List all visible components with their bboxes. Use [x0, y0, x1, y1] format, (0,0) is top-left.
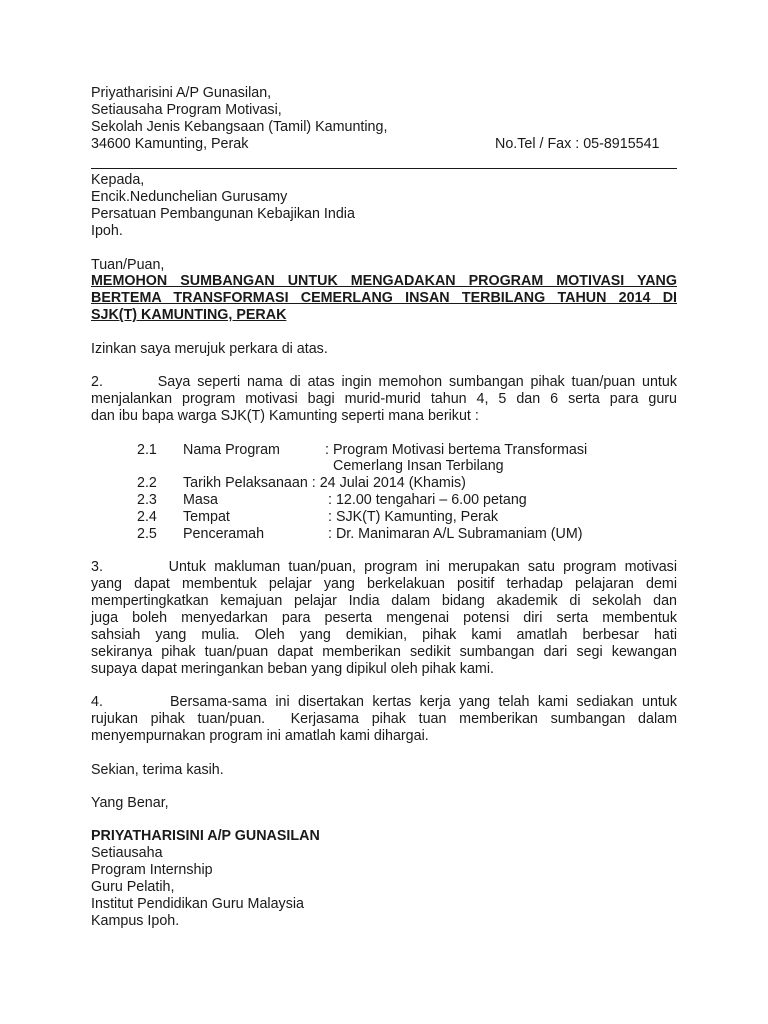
sign-off: Yang Benar, [91, 795, 169, 811]
para3-line-4: juga boleh menyedarkan para peserta mengenai potensi diri serta membentuk [91, 610, 677, 626]
detail-num: 2.4 [137, 509, 157, 525]
sender-school: Sekolah Jenis Kebangsaan (Tamil) Kamunting, [91, 119, 388, 135]
para3-line-6: sekiranya pihak tuan/puan dapat memberikan sedikit sumbangan dari segi kewangan [91, 644, 677, 660]
detail-label: Masa [183, 492, 218, 508]
sender-address: 34600 Kamunting, Perak [91, 136, 249, 152]
para2-line-3: dan ibu bapa warga SJK(T) Kamunting seperti mana berikut : [91, 408, 479, 424]
recipient-org: Persatuan Pembangunan Kebajikan India [91, 206, 355, 222]
recipient-name: Encik.Nedunchelian Gurusamy [91, 189, 288, 205]
para3-line-5: sahsiah yang mulia. Oleh yang demikian, pihak kami amatlah berbesar hati [91, 627, 677, 643]
subject-line-2: BERTEMA TRANSFORMASI CEMERLANG INSAN TERBILANG TAHUN 2014 DI [91, 290, 677, 306]
detail-label: Tempat [183, 509, 230, 525]
detail-value: Cemerlang Insan Terbilang [333, 458, 504, 474]
para4-line-2: rujukan pihak tuan/puan. Kerjasama pihak tuan memberikan sumbangan dalam [91, 711, 677, 727]
detail-label: Penceramah [183, 526, 265, 542]
subject-line-3: SJK(T) KAMUNTING, PERAK [91, 307, 287, 323]
para3-line-2: yang dapat membentuk pelajar yang berkelakuan positif terhadap pelajaran demi [91, 576, 677, 592]
detail-value: : SJK(T) Kamunting, Perak [328, 509, 499, 525]
signatory-line: Institut Pendidikan Guru Malaysia [91, 896, 304, 912]
para3-line-7: supaya dapat meringankan beban yang dipikul oleh pihak kami. [91, 661, 494, 677]
signatory-line: Kampus Ipoh. [91, 913, 180, 929]
para2-line-2: menjalankan program motivasi bagi murid-murid tahun 4, 5 dan 6 serta para guru [91, 391, 677, 407]
recipient-city: Ipoh. [91, 223, 123, 239]
signatory-name: PRIYATHARISINI A/P GUNASILAN [91, 828, 320, 844]
detail-value: : 12.00 tengahari – 6.00 petang [328, 492, 527, 508]
recipient-to: Kepada, [91, 172, 145, 188]
detail-value: : Program Motivasi bertema Transformasi [325, 442, 588, 458]
detail-label: Tarikh Pelaksanaan : 24 Julai 2014 (Khamis) [183, 475, 466, 491]
detail-num: 2.1 [137, 442, 157, 458]
salutation: Tuan/Puan, [91, 257, 165, 273]
detail-num: 2.2 [137, 475, 157, 491]
para4-line-1: 4. Bersama-sama ini disertakan kertas kerja yang telah kami sediakan untuk [91, 694, 677, 710]
intro-paragraph: Izinkan saya merujuk perkara di atas. [91, 341, 328, 357]
sender-name: Priyatharisini A/P Gunasilan, [91, 85, 272, 101]
signatory-line: Setiausaha [91, 845, 163, 861]
signatory-line: Program Internship [91, 862, 213, 878]
sender-tel-fax: No.Tel / Fax : 05-8915541 [495, 136, 660, 152]
detail-value: : Dr. Manimaran A/L Subramaniam (UM) [328, 526, 583, 542]
para2-line-1: 2. Saya seperti nama di atas ingin memohon sumbangan pihak tuan/puan untuk [91, 374, 677, 390]
signatory-line: Guru Pelatih, [91, 879, 175, 895]
detail-label: Nama Program [183, 442, 280, 458]
para3-line-1: 3. Untuk makluman tuan/puan, program ini merupakan satu program motivasi [91, 559, 677, 575]
header-divider [91, 168, 677, 169]
detail-num: 2.3 [137, 492, 157, 508]
sender-position: Setiausaha Program Motivasi, [91, 102, 282, 118]
closing: Sekian, terima kasih. [91, 762, 224, 778]
subject-line-1: MEMOHON SUMBANGAN UNTUK MENGADAKAN PROGRAM MOTIVASI YANG [91, 273, 677, 289]
para4-line-3: menyempurnakan program ini amatlah kami dihargai. [91, 728, 429, 744]
para3-line-3: mempertingkatkan kemajuan pelajar India dalam bidang akademik di sekolah dan [91, 593, 677, 609]
detail-num: 2.5 [137, 526, 157, 542]
